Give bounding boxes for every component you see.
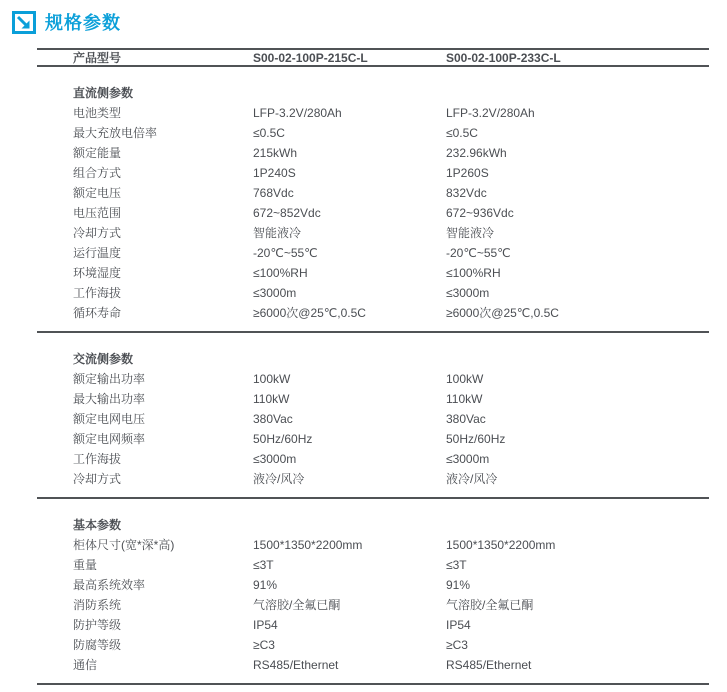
row-value-2: ≤100%RH bbox=[446, 266, 501, 280]
row-value-1: 215kWh bbox=[253, 146, 298, 160]
row-value-2: IP54 bbox=[446, 618, 471, 632]
table-row bbox=[37, 163, 709, 183]
table-header-row bbox=[37, 48, 709, 67]
table-row bbox=[37, 575, 709, 595]
row-label: 最高系统效率 bbox=[73, 578, 146, 592]
row-label: 最大输出功率 bbox=[73, 392, 146, 406]
row-label: 环境湿度 bbox=[73, 266, 122, 280]
row-label: 额定电压 bbox=[73, 186, 122, 200]
row-value-1: LFP-3.2V/280Ah bbox=[253, 106, 342, 120]
row-label: 最大充放电倍率 bbox=[73, 126, 158, 140]
table-body bbox=[37, 67, 709, 685]
row-value-1: 672~852Vdc bbox=[253, 206, 321, 220]
row-value-2: 气溶胶/全氟已酮 bbox=[446, 598, 534, 612]
row-label: 循环寿命 bbox=[73, 306, 122, 320]
table-row bbox=[37, 283, 709, 303]
table-row bbox=[37, 203, 709, 223]
row-label: 电压范围 bbox=[73, 206, 122, 220]
row-value-2: 110kW bbox=[446, 392, 483, 406]
row-label: 工作海拔 bbox=[73, 286, 122, 300]
row-value-1: 110kW bbox=[253, 392, 290, 406]
row-value-1: 768Vdc bbox=[253, 186, 294, 200]
row-label: 额定输出功率 bbox=[73, 372, 146, 386]
row-value-2: -20℃~55℃ bbox=[446, 246, 511, 260]
table-row bbox=[37, 615, 709, 635]
row-value-1: 100kW bbox=[253, 372, 291, 386]
header-model-2: S00-02-100P-233C-L bbox=[446, 50, 561, 65]
table-row bbox=[37, 635, 709, 655]
row-label: 工作海拔 bbox=[73, 452, 122, 466]
table-row bbox=[37, 223, 709, 243]
table-row bbox=[37, 389, 709, 409]
section-header: 基本参数 bbox=[73, 518, 122, 532]
row-value-2: ≥C3 bbox=[446, 638, 468, 652]
arrow-down-right-icon bbox=[12, 11, 36, 34]
row-value-1: 50Hz/60Hz bbox=[253, 432, 313, 446]
row-value-1: 1500*1350*2200mm bbox=[253, 538, 363, 552]
row-value-1: ≤100%RH bbox=[253, 266, 308, 280]
table-row bbox=[37, 655, 709, 675]
row-label: 防腐等级 bbox=[73, 638, 122, 652]
row-value-2: 液冷/风冷 bbox=[446, 472, 498, 486]
spec-table bbox=[37, 48, 709, 685]
row-label: 柜体尺寸(宽*深*高) bbox=[73, 538, 175, 552]
row-value-2: 智能液冷 bbox=[446, 226, 495, 240]
table-row bbox=[37, 555, 709, 575]
row-value-2: 91% bbox=[446, 578, 471, 592]
row-label: 重量 bbox=[73, 558, 98, 572]
row-value-2: 672~936Vdc bbox=[446, 206, 514, 220]
row-value-2: 50Hz/60Hz bbox=[446, 432, 506, 446]
row-label: 通信 bbox=[73, 658, 98, 672]
spec-section bbox=[37, 499, 709, 685]
section-header: 直流侧参数 bbox=[73, 86, 134, 100]
section-rows bbox=[37, 369, 709, 489]
row-value-2: ≤3T bbox=[446, 558, 467, 572]
row-value-1: 气溶胶/全氟已酮 bbox=[253, 598, 341, 612]
row-label: 额定电网频率 bbox=[73, 432, 146, 446]
table-row bbox=[37, 429, 709, 449]
row-value-1: 智能液冷 bbox=[253, 226, 302, 240]
section-header: 交流侧参数 bbox=[73, 352, 134, 366]
row-value-2: ≤0.5C bbox=[446, 126, 478, 140]
row-label: 电池类型 bbox=[73, 106, 122, 120]
row-value-1: 1P240S bbox=[253, 166, 296, 180]
section-rows bbox=[37, 103, 709, 323]
row-value-1: ≤3000m bbox=[253, 452, 297, 466]
header-product-model-label: 产品型号 bbox=[73, 51, 122, 65]
row-value-1: -20℃~55℃ bbox=[253, 246, 318, 260]
table-row bbox=[37, 409, 709, 429]
row-value-2: RS485/Ethernet bbox=[446, 658, 532, 672]
page-title: 规格参数 bbox=[45, 13, 121, 33]
row-value-1: RS485/Ethernet bbox=[253, 658, 339, 672]
row-label: 运行温度 bbox=[73, 246, 122, 260]
row-label: 额定能量 bbox=[73, 146, 122, 160]
row-value-1: ≥6000次@25℃,0.5C bbox=[253, 306, 366, 320]
table-row bbox=[37, 469, 709, 489]
row-value-1: 380Vac bbox=[253, 412, 293, 426]
row-label: 组合方式 bbox=[73, 166, 122, 180]
table-row bbox=[37, 369, 709, 389]
row-value-1: IP54 bbox=[253, 618, 278, 632]
table-row bbox=[37, 303, 709, 323]
row-label: 防护等级 bbox=[73, 618, 122, 632]
table-row bbox=[37, 595, 709, 615]
table-row bbox=[37, 449, 709, 469]
table-row bbox=[37, 143, 709, 163]
row-label: 冷却方式 bbox=[73, 472, 122, 486]
row-value-2: ≥6000次@25℃,0.5C bbox=[446, 306, 559, 320]
row-label: 冷却方式 bbox=[73, 226, 122, 240]
table-row bbox=[37, 243, 709, 263]
table-row bbox=[37, 183, 709, 203]
row-value-1: 91% bbox=[253, 578, 278, 592]
row-value-2: 232.96kWh bbox=[446, 146, 507, 160]
row-value-1: ≤0.5C bbox=[253, 126, 285, 140]
table-row bbox=[37, 123, 709, 143]
table-row bbox=[37, 535, 709, 555]
row-value-1: ≥C3 bbox=[253, 638, 275, 652]
table-row bbox=[37, 103, 709, 123]
row-value-2: LFP-3.2V/280Ah bbox=[446, 106, 535, 120]
section-rows bbox=[37, 535, 709, 675]
row-value-2: 380Vac bbox=[446, 412, 486, 426]
spec-header bbox=[12, 9, 121, 35]
row-label: 额定电网电压 bbox=[73, 412, 146, 426]
row-value-2: 1500*1350*2200mm bbox=[446, 538, 556, 552]
row-value-1: ≤3000m bbox=[253, 286, 297, 300]
row-value-2: ≤3000m bbox=[446, 452, 490, 466]
row-value-2: 832Vdc bbox=[446, 186, 487, 200]
spec-section bbox=[37, 333, 709, 499]
row-label: 消防系统 bbox=[73, 598, 122, 612]
row-value-2: ≤3000m bbox=[446, 286, 490, 300]
spec-section bbox=[37, 67, 709, 333]
row-value-2: 1P260S bbox=[446, 166, 489, 180]
header-model-1: S00-02-100P-215C-L bbox=[253, 50, 368, 65]
table-row bbox=[37, 263, 709, 283]
row-value-1: 液冷/风冷 bbox=[253, 472, 305, 486]
row-value-2: 100kW bbox=[446, 372, 484, 386]
row-value-1: ≤3T bbox=[253, 558, 274, 572]
